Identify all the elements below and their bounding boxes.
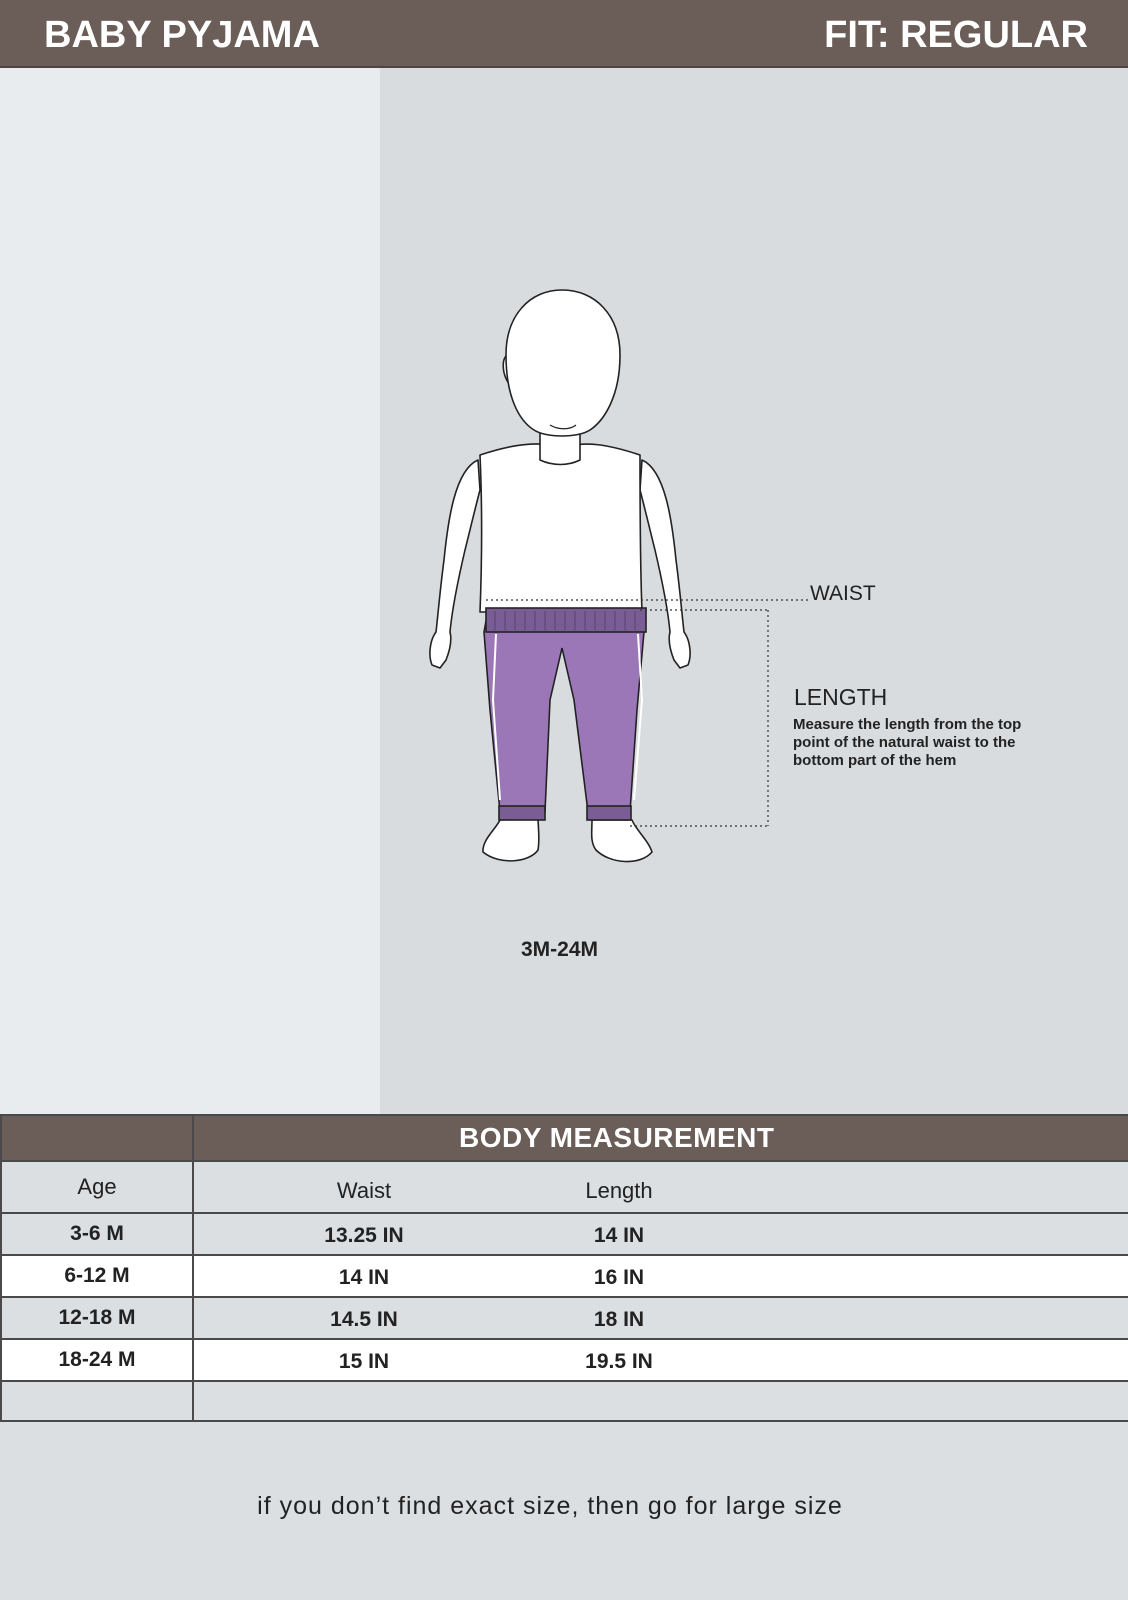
waist-cell: 14.5 IN [330,1308,398,1331]
length-cell: 19.5 IN [585,1350,653,1373]
table-row [1,1255,1128,1297]
age-cell: 12-18 M [1,1297,193,1339]
column-header-group [194,1162,1128,1212]
length-description: Measure the length from the top point of the natural waist to the bottom part of the hem [793,716,1022,769]
column-header-row [1,1161,1128,1213]
waist-cell: 15 IN [338,1350,390,1373]
table-title: BODY MEASUREMENT [459,1122,775,1153]
table-row [1,1339,1128,1381]
length-label: LENGTH [794,684,888,710]
age-cell: 6-12 M [1,1255,193,1297]
table-title-row [1,1115,1128,1161]
length-cell: 16 IN [593,1266,645,1289]
column-header-waist: Waist [336,1178,392,1203]
waist-cell: 13.25 IN [324,1224,404,1247]
size-note: if you don’t find exact size, then go for large size [257,1492,843,1520]
table-row [1,1297,1128,1339]
age-cell: 18-24 M [1,1339,193,1381]
table-empty-row [1,1381,1128,1421]
size-range: 3M-24M [521,938,599,961]
measurement-table [0,1114,1128,1422]
table-title-spacer [1,1115,193,1161]
age-cell: 3-6 M [1,1213,193,1255]
product-title: BABY PYJAMA [44,14,320,56]
waist-label: WAIST [810,582,876,605]
column-header-length: Length [585,1178,653,1203]
column-header-age: Age [1,1161,193,1213]
length-cell: 18 IN [593,1308,645,1331]
waist-cell: 14 IN [338,1266,390,1289]
fit-label: FIT: REGULAR [824,14,1088,56]
length-cell: 14 IN [593,1224,645,1247]
table-row [1,1213,1128,1255]
